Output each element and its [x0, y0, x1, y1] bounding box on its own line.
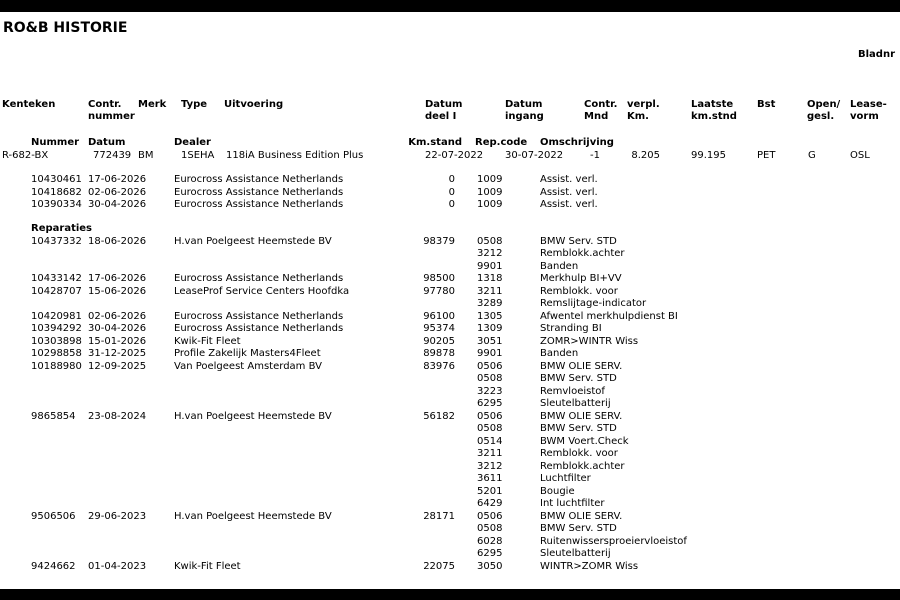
repair-nummer: 10303898 [31, 335, 82, 347]
header-nummer: Nummer [31, 137, 80, 148]
vehicle-uitvoering: 118iA Business Edition Plus [226, 150, 364, 161]
repair-nummer: 10188980 [31, 360, 82, 372]
repair-omschrijving: BMW Serv. STD [540, 423, 617, 434]
repair-code: 3050 [477, 560, 503, 572]
repair-omschrijving: Remvloeistof [540, 385, 605, 397]
assist-dealer: Eurocross Assistance Netherlands [174, 174, 344, 185]
section-reparaties: Reparaties [31, 223, 93, 234]
repair-omschrijving: Merkhulp BI+VV [540, 273, 622, 284]
repair-dealer: Eurocross Assistance Netherlands [174, 323, 344, 334]
repair-omschrijving: Afwentel merkhulpdienst BI [540, 310, 678, 322]
header-omschrijving: Omschrijving [540, 137, 614, 148]
header-km-stand: Km.stand [408, 137, 462, 148]
repair-omschrijving: BMW Serv. STD [540, 235, 617, 247]
repair-code: 0506 [477, 410, 503, 422]
report-sheet [0, 12, 900, 589]
repair-datum: 12-09-2025 [88, 360, 147, 372]
assist-km: 0 [448, 174, 455, 185]
repair-km: 89878 [423, 348, 455, 359]
repair-km: 83976 [423, 360, 455, 372]
vehicle-lease-vorm: OSL [850, 150, 870, 161]
repair-omschrijving: Remblokk.achter [540, 248, 625, 259]
assist-datum: 02-06-2026 [88, 186, 147, 198]
header-datum-ingang: Datum ingang [505, 99, 544, 122]
repair-datum: 23-08-2024 [88, 410, 147, 422]
repair-km: 96100 [423, 310, 455, 322]
repair-km: 98500 [423, 273, 455, 284]
repair-code: 1318 [477, 273, 503, 284]
assist-dealer: Eurocross Assistance Netherlands [174, 199, 344, 210]
repair-nummer: 10428707 [31, 285, 82, 297]
repair-km: 95374 [423, 323, 455, 334]
repair-code: 3289 [477, 298, 503, 309]
repair-code: 0508 [477, 423, 503, 434]
assist-dealer: Eurocross Assistance Netherlands [174, 186, 344, 198]
assist-nummer: 10430461 [31, 174, 82, 185]
repair-code: 1309 [477, 323, 503, 334]
vehicle-merk: BM [138, 150, 154, 161]
repair-nummer: 10437332 [31, 235, 82, 247]
repair-omschrijving: Int luchtfilter [540, 498, 605, 509]
repair-omschrijving: BWM Voert.Check [540, 435, 629, 447]
repair-km: 22075 [423, 560, 455, 572]
repair-datum: 29-06-2023 [88, 510, 147, 522]
assist-nummer: 10390334 [31, 199, 82, 210]
repair-code: 6028 [477, 535, 503, 547]
repair-omschrijving: Stranding BI [540, 323, 602, 334]
header-datum-deel1: Datum deel I [425, 99, 463, 122]
repair-dealer: H.van Poelgeest Heemstede BV [174, 510, 332, 522]
repair-datum: 15-06-2026 [88, 285, 147, 297]
repair-dealer: Eurocross Assistance Netherlands [174, 273, 344, 284]
repair-code: 0514 [477, 435, 503, 447]
repair-dealer: Kwik-Fit Fleet [174, 335, 241, 347]
repair-omschrijving: BMW OLIE SERV. [540, 510, 623, 522]
repair-nummer: 9506506 [31, 510, 76, 522]
repair-km: 28171 [423, 510, 455, 522]
repair-code: 3211 [477, 285, 503, 297]
repair-code: 5201 [477, 485, 503, 497]
repair-omschrijving: Sleutelbatterij [540, 398, 611, 409]
repair-datum: 30-04-2026 [88, 323, 147, 334]
repair-omschrijving: BMW Serv. STD [540, 373, 617, 384]
repair-omschrijving: ZOMR>WINTR Wiss [540, 335, 639, 347]
repair-code: 1305 [477, 310, 503, 322]
assist-km: 0 [448, 186, 455, 198]
vehicle-open-gesl: G [808, 150, 816, 161]
repair-datum: 17-06-2026 [88, 273, 147, 284]
repair-nummer: 10298858 [31, 348, 82, 359]
header-laatste-km: Laatste km.stnd [691, 99, 737, 122]
repair-code: 9901 [477, 260, 503, 272]
header-open-gesl: Open/ gesl. [807, 99, 841, 122]
repair-dealer: Profile Zakelijk Masters4Fleet [174, 348, 321, 359]
header-kenteken: Kenteken [2, 99, 56, 110]
header-rep-code: Rep.code [475, 137, 528, 148]
repair-code: 0508 [477, 523, 503, 534]
header-lease-vorm: Lease- vorm [850, 99, 887, 122]
repair-code: 3611 [477, 473, 503, 484]
repair-km: 97780 [423, 285, 455, 297]
assist-km: 0 [448, 199, 455, 210]
repair-code: 3212 [477, 460, 503, 472]
repair-code: 0508 [477, 373, 503, 384]
repair-omschrijving: Remblokk.achter [540, 460, 625, 472]
repair-code: 6295 [477, 548, 503, 559]
repair-nummer: 10394292 [31, 323, 82, 334]
assist-code: 1009 [477, 199, 503, 210]
repair-nummer: 9865854 [31, 410, 76, 422]
assist-code: 1009 [477, 174, 503, 185]
repair-nummer: 9424662 [31, 560, 76, 572]
repair-omschrijving: Remblokk. voor [540, 448, 618, 459]
vehicle-bst: PET [757, 150, 776, 161]
repair-nummer: 10420981 [31, 310, 82, 322]
repair-dealer: Kwik-Fit Fleet [174, 560, 241, 572]
repair-omschrijving: Luchtfilter [540, 473, 591, 484]
repair-code: 0508 [477, 235, 503, 247]
repair-code: 6429 [477, 498, 503, 509]
repair-datum: 02-06-2026 [88, 310, 147, 322]
header-merk: Merk [138, 99, 167, 110]
repair-code: 3211 [477, 448, 503, 459]
repair-code: 6295 [477, 398, 503, 409]
header-dealer: Dealer [174, 137, 211, 148]
vehicle-datum-deel1: 22-07-2022 [425, 150, 484, 161]
repair-omschrijving: Remslijtage-indicator [540, 298, 647, 309]
repair-code: 3223 [477, 385, 503, 397]
vehicle-contract: 772439 [93, 150, 132, 161]
header-contract-number: Contr. nummer [88, 99, 135, 122]
repair-datum: 18-06-2026 [88, 235, 147, 247]
repair-omschrijving: Banden [540, 260, 579, 272]
vehicle-verpl-km: 8.205 [631, 150, 660, 161]
vehicle-type: 1SEHA [181, 150, 215, 161]
repair-dealer: H.van Poelgeest Heemstede BV [174, 410, 332, 422]
repair-dealer: Eurocross Assistance Netherlands [174, 310, 344, 322]
repair-code: 3051 [477, 335, 503, 347]
header-contract-months: Contr. Mnd [584, 99, 618, 122]
assist-code: 1009 [477, 186, 503, 198]
assist-datum: 30-04-2026 [88, 199, 147, 210]
repair-code: 3212 [477, 248, 503, 259]
header-uitvoering: Uitvoering [224, 99, 284, 110]
vehicle-datum-ingang: 30-07-2022 [505, 150, 564, 161]
assist-nummer: 10418682 [31, 186, 82, 198]
assist-datum: 17-06-2026 [88, 174, 147, 185]
repair-omschrijving: BMW OLIE SERV. [540, 410, 623, 422]
repair-nummer: 10433142 [31, 273, 82, 284]
assist-omschrijving: Assist. verl. [540, 174, 598, 185]
header-datum: Datum [88, 137, 126, 148]
repair-dealer: LeaseProf Service Centers Hoofdka [174, 285, 350, 297]
repair-km: 56182 [423, 410, 455, 422]
repair-code: 0506 [477, 510, 503, 522]
report-title: RO&B HISTORIE [3, 20, 128, 36]
repair-omschrijving: Bougie [540, 485, 575, 497]
repair-dealer: Van Poelgeest Amsterdam BV [174, 360, 322, 372]
repair-omschrijving: Remblokk. voor [540, 285, 618, 297]
repair-omschrijving: BMW OLIE SERV. [540, 360, 623, 372]
repair-code: 9901 [477, 348, 503, 359]
vehicle-contract-months: -1 [590, 150, 600, 161]
repair-omschrijving: Sleutelbatterij [540, 548, 611, 559]
header-bst: Bst [757, 99, 776, 110]
repair-omschrijving: WINTR>ZOMR Wiss [540, 560, 639, 572]
assist-omschrijving: Assist. verl. [540, 186, 598, 198]
header-type: Type [181, 99, 208, 110]
repair-omschrijving: Ruitenwissersproeiervloeistof [540, 535, 687, 547]
header-verpl-km: verpl. Km. [627, 99, 660, 122]
repair-code: 0506 [477, 360, 503, 372]
page-number-label: Bladnr [858, 49, 896, 60]
repair-km: 98379 [423, 235, 455, 247]
repair-omschrijving: Banden [540, 348, 579, 359]
repair-omschrijving: BMW Serv. STD [540, 523, 617, 534]
repair-datum: 15-01-2026 [88, 335, 147, 347]
repair-datum: 01-04-2023 [88, 560, 147, 572]
vehicle-laatste-km: 99.195 [691, 150, 726, 161]
repair-dealer: H.van Poelgeest Heemstede BV [174, 235, 332, 247]
repair-datum: 31-12-2025 [88, 348, 147, 359]
vehicle-kenteken: R-682-BX [2, 150, 49, 161]
repair-km: 90205 [423, 335, 455, 347]
assist-omschrijving: Assist. verl. [540, 199, 598, 210]
